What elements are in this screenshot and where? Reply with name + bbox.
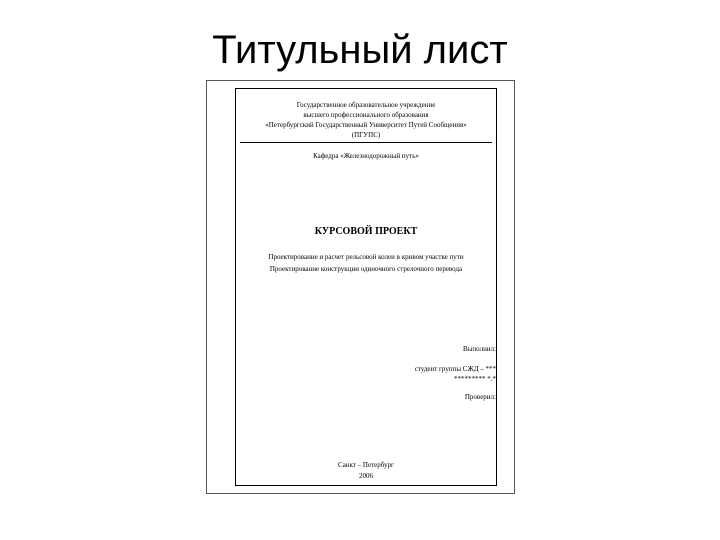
city: Санкт – Петербург <box>338 461 394 469</box>
student-group: студент группы СЖД – *** <box>414 365 496 373</box>
slide-title: Титульный лист <box>212 28 508 72</box>
title-page-document <box>206 80 515 494</box>
organization-line-3: «Петербургский Государственный Университет Путей Сообщения» <box>265 121 467 129</box>
organization-abbreviation: (ПГУПС) <box>351 131 381 139</box>
checked-label: Проверил: <box>464 393 496 401</box>
document-heading: КУРСОВОЙ ПРОЕКТ <box>314 226 418 237</box>
year: 2006 <box>359 472 373 480</box>
organization-line-2: высшего профессионального образования <box>303 111 429 119</box>
header-divider <box>240 142 492 143</box>
organization-line-1: Государственное образовательное учреждение <box>296 101 436 109</box>
topic-line-1: Проектирование и расчет рельсовой колеи в кривом участке пути <box>268 253 464 261</box>
title-page-frame <box>235 88 497 486</box>
performed-label: Выполнил: <box>463 345 496 353</box>
student-name: ********* *.* <box>454 375 496 383</box>
topic-line-2: Проектирование конструкции одиночного стрелочного перевода <box>269 265 463 273</box>
department: Кафедра «Железнодорожный путь» <box>313 152 419 160</box>
